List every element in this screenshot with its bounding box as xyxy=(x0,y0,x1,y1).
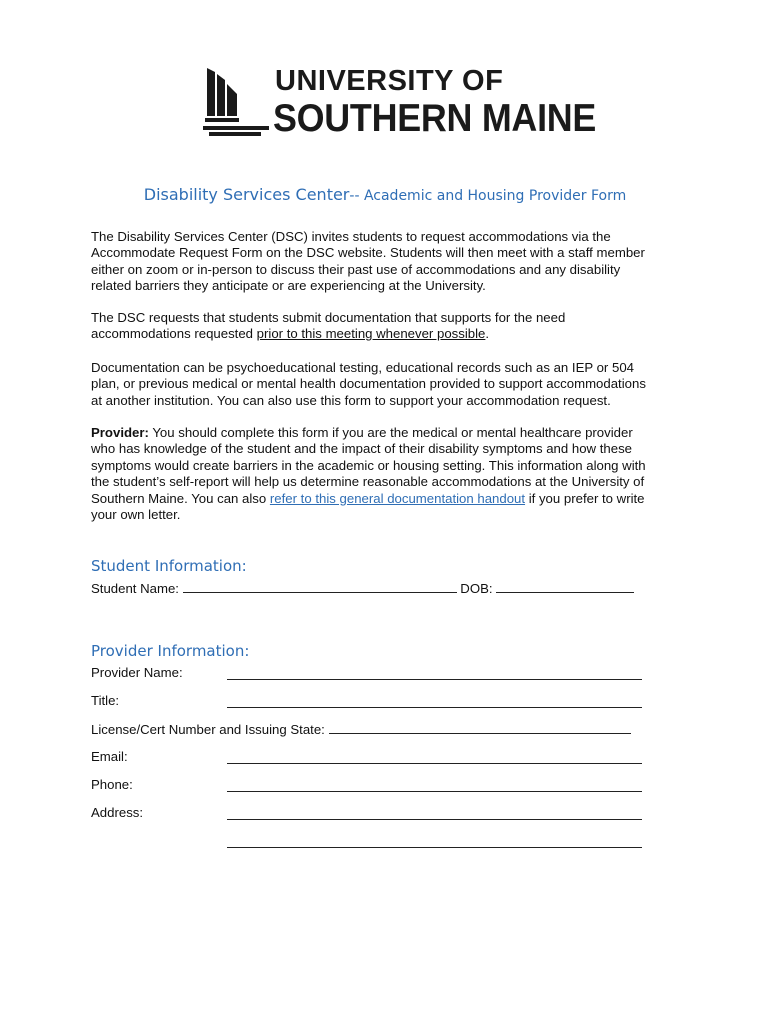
dob-label: DOB: xyxy=(456,581,497,596)
title-separator: -- xyxy=(349,188,364,204)
address-field[interactable] xyxy=(227,819,642,820)
usm-mark-icon xyxy=(203,66,269,138)
provider-note-line1-rest: You should complete this form if you are the medical or mental healthcare provider xyxy=(148,425,633,440)
student-name-label: Student Name: xyxy=(91,581,183,596)
provider-note-line: the student’s self-report will help us determine reasonable accommodations at the University of xyxy=(91,474,645,490)
intro-paragraph xyxy=(91,229,681,295)
title-part2: Academic and Housing Provider Form xyxy=(363,188,627,204)
dob-field[interactable] xyxy=(496,580,634,593)
provider-note-label: Provider: xyxy=(91,425,149,440)
license-label: License/Cert Number and Issuing State: xyxy=(91,722,329,737)
university-logo xyxy=(203,65,597,140)
student-name-field[interactable] xyxy=(183,580,457,593)
provider-note-line5-prefix: Southern Maine. You can also xyxy=(91,490,270,506)
requests-line xyxy=(91,326,681,342)
logo-text-line1: UNIVERSITY OF xyxy=(275,65,504,97)
student-info-row xyxy=(91,580,634,597)
email-field[interactable] xyxy=(227,763,642,764)
provider-note-line xyxy=(91,491,681,507)
provider-note-line xyxy=(91,425,681,441)
requests-paragraph xyxy=(91,310,681,343)
address-field-line2[interactable] xyxy=(227,847,642,848)
logo-text-line2: SOUTHERN MAINE xyxy=(273,97,597,140)
intro-line: Accommodate Request Form on the DSC website. Students will then meet with a staff member xyxy=(91,245,645,261)
license-field[interactable] xyxy=(329,721,631,734)
intro-line: related barriers they anticipate or are experiencing at the University. xyxy=(91,278,486,294)
requests-line2-prefix: accommodations requested xyxy=(91,326,257,342)
document-title xyxy=(0,185,770,204)
phone-label: Phone: xyxy=(91,777,133,792)
requests-line2-suffix: . xyxy=(485,326,490,342)
documentation-handout-link[interactable]: refer to this general documentation handout xyxy=(269,490,526,506)
provider-note-line: symptoms would create barriers in the academic or housing setting. This information along with xyxy=(91,457,646,473)
email-label: Email: xyxy=(91,749,128,764)
provider-note-paragraph xyxy=(91,425,681,523)
documentation-line: plan, or previous medical or mental health documentation provided to support accommodations xyxy=(91,376,646,392)
address-label: Address: xyxy=(91,805,144,820)
phone-field[interactable] xyxy=(227,791,642,792)
provider-note-line: who has knowledge of the student and the impact of their disability symptoms and how these xyxy=(91,441,632,457)
student-info-heading: Student Information: xyxy=(91,557,247,575)
requests-emphasis: prior to this meeting whenever possible xyxy=(256,326,486,342)
intro-line: The Disability Services Center (DSC) invites students to request accommodations via the xyxy=(91,229,611,244)
provider-info-heading: Provider Information: xyxy=(91,642,250,660)
documentation-paragraph xyxy=(91,360,681,409)
provider-note-line5-suffix: if you prefer to write xyxy=(525,490,645,506)
provider-name-field[interactable] xyxy=(227,679,642,680)
title-field[interactable] xyxy=(227,707,642,708)
title-part1: Disability Services Center xyxy=(143,185,350,204)
title-label: Title: xyxy=(91,693,120,708)
license-row xyxy=(91,721,631,738)
requests-line: The DSC requests that students submit documentation that supports for the need xyxy=(91,310,566,325)
intro-line: either on zoom or in-person to discuss their past use of accommodations and any disability xyxy=(91,261,621,277)
provider-name-label: Provider Name: xyxy=(91,665,183,680)
documentation-line: at another institution. You can also use this form to support your accommodation request. xyxy=(91,392,611,408)
provider-note-line: your own letter. xyxy=(91,507,181,523)
documentation-line: Documentation can be psychoeducational testing, educational records such as an IEP or 504 xyxy=(91,360,634,375)
